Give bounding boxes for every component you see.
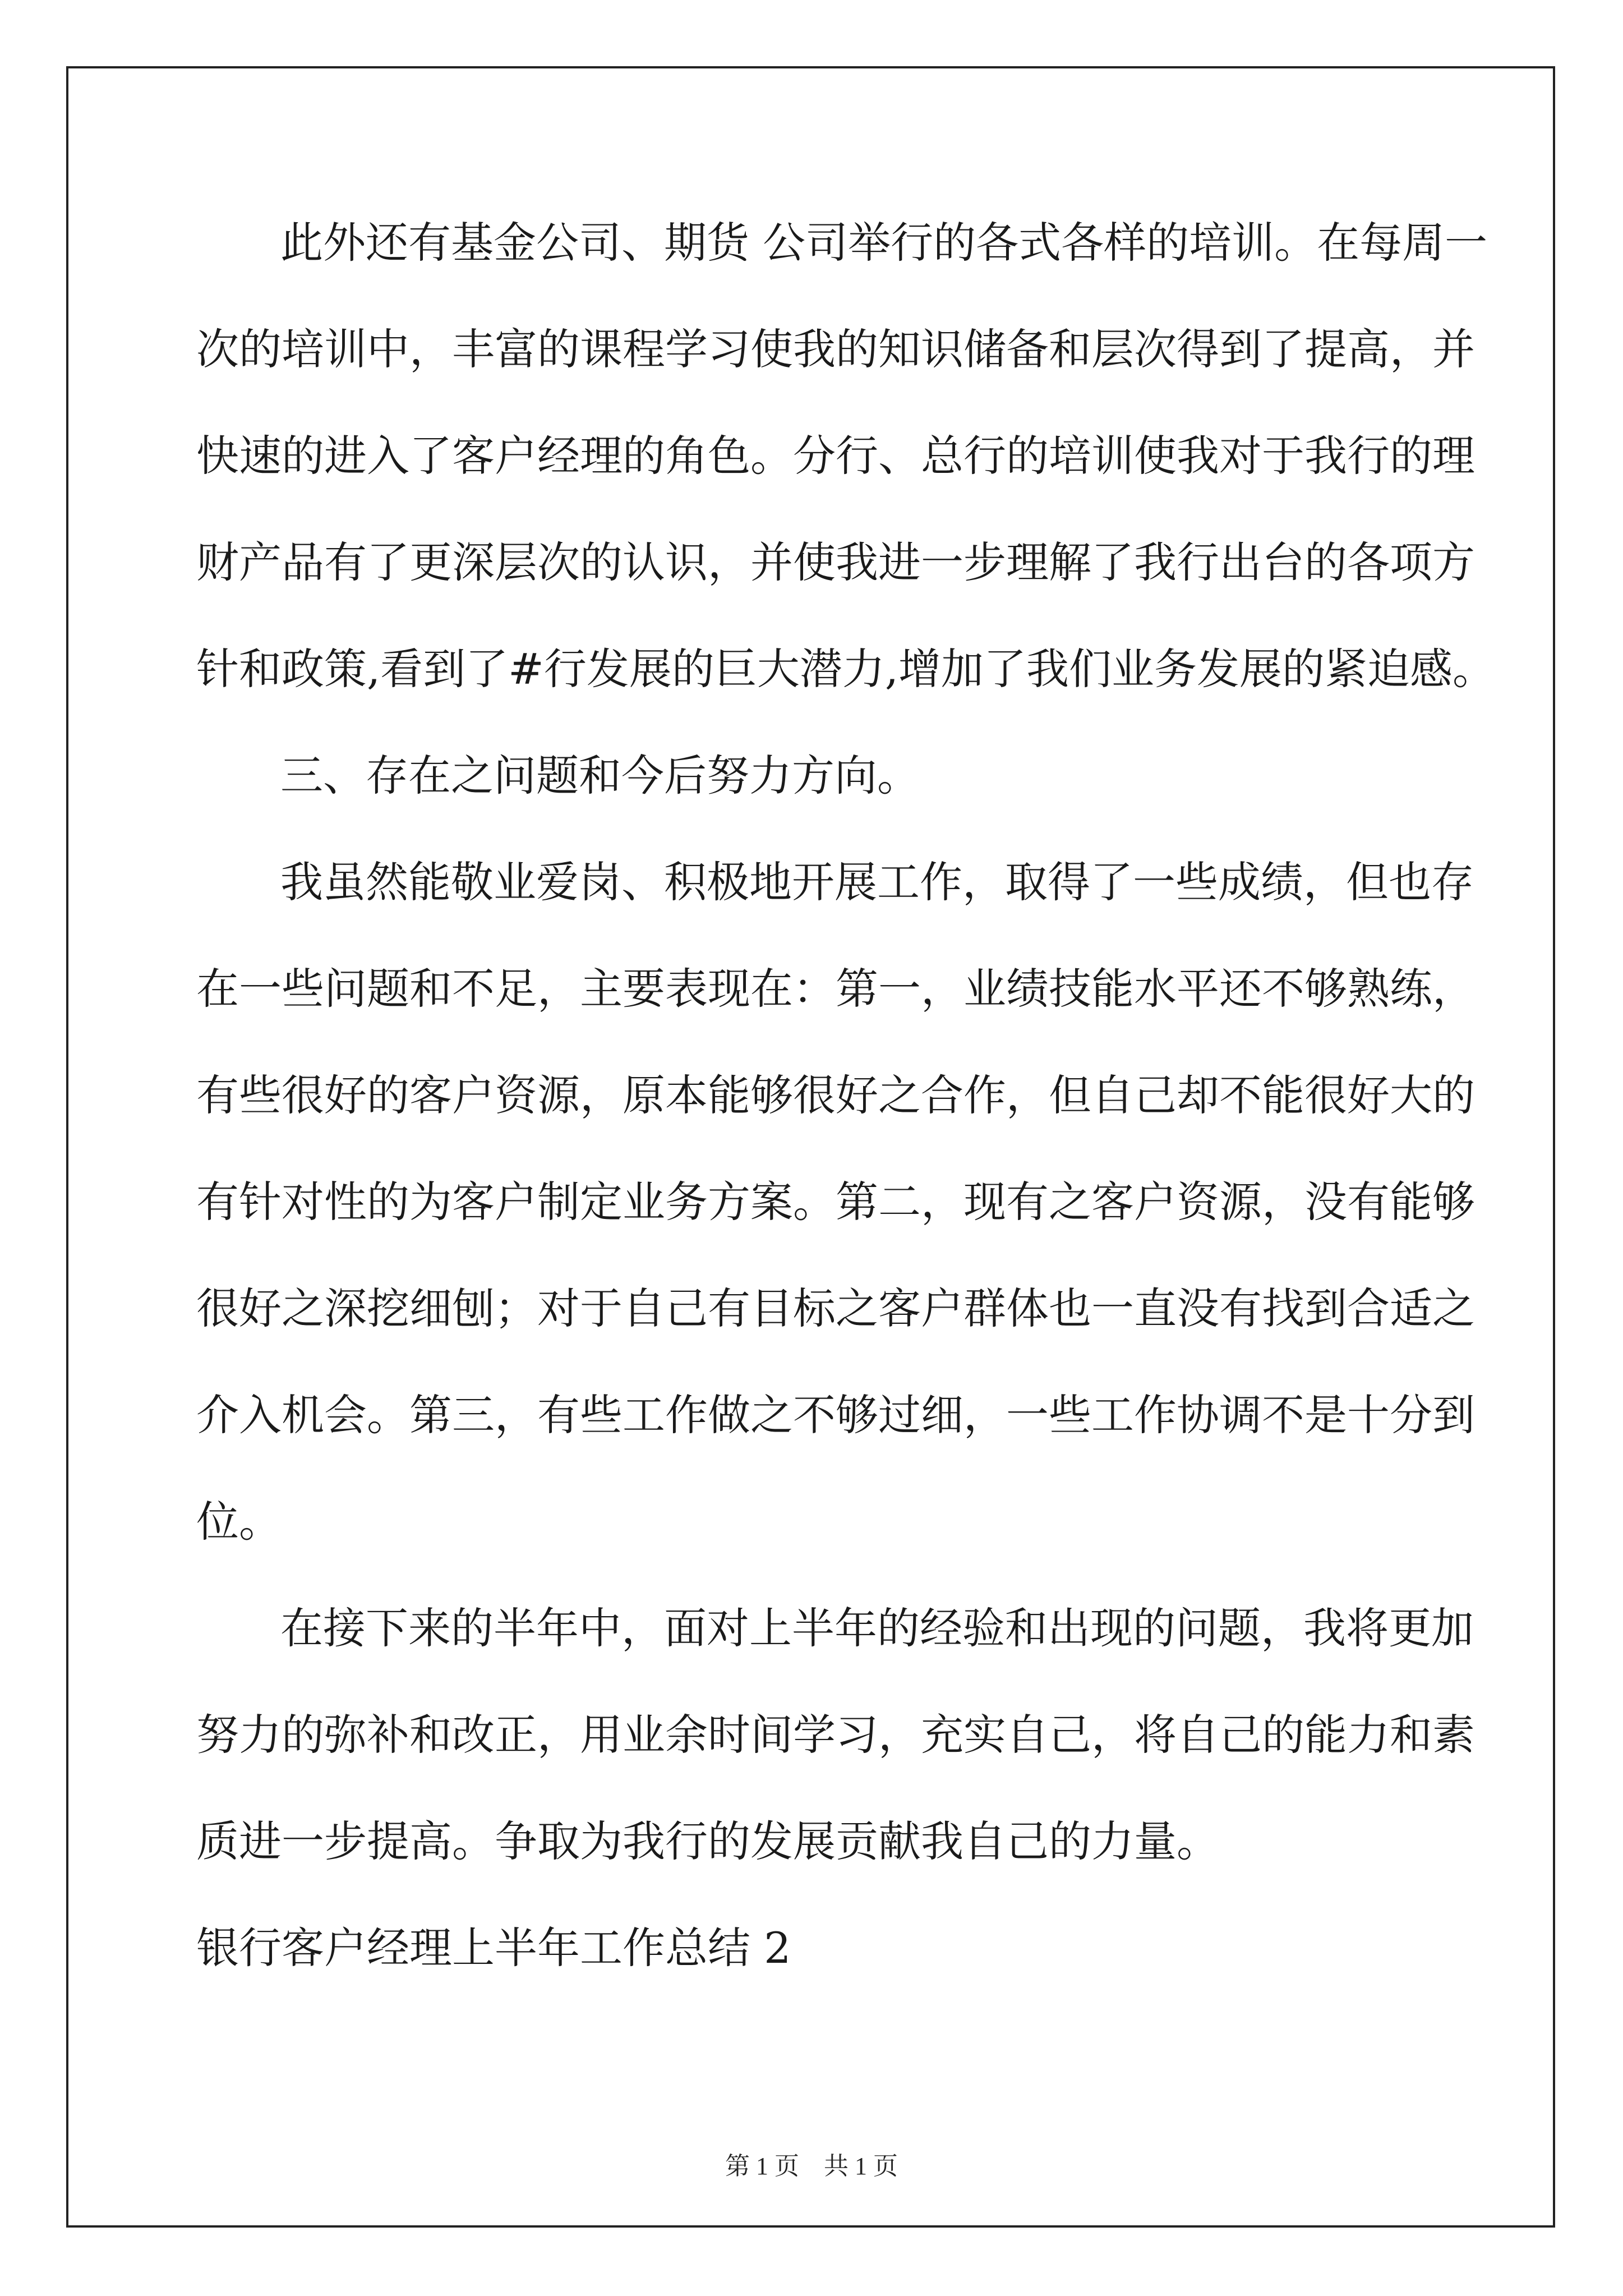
paragraph-line: 在接下来的半年中，面对上半年的经验和出现的问题，我将更加 [280, 1603, 1474, 1653]
document-subtitle: 银行客户经理上半年工作总结 2 [196, 1923, 791, 1973]
paragraph-line: 介入机会。第三，有些工作做之不够过细，一些工作协调不是十分到 [196, 1390, 1475, 1440]
paragraph-line: 次的培训中，丰富的课程学习使我的知识储备和层次得到了提高，并 [196, 324, 1475, 374]
page-border [66, 66, 1555, 2228]
section-heading: 三、存在之问题和今后努力方向。 [280, 751, 920, 800]
paragraph-line: 有些很好的客户资源，原本能够很好之合作，但自己却不能很好大的 [196, 1070, 1475, 1120]
paragraph-line: 有针对性的为客户制定业务方案。第二，现有之客户资源，没有能够 [196, 1177, 1475, 1227]
paragraph-line: 针和政策,看到了#行发展的巨大潜力,增加了我们业务发展的紧迫感。 [196, 644, 1495, 694]
paragraph-line: 快速的进入了客户经理的角色。分行、总行的培训使我对于我行的理 [196, 431, 1475, 481]
paragraph-line: 努力的弥补和改正，用业余时间学习，充实自己，将自己的能力和素 [196, 1710, 1475, 1760]
paragraph-line: 在一些问题和不足，主要表现在：第一，业绩技能水平还不够熟练， [196, 964, 1475, 1014]
paragraph-line: 此外还有基金公司、期货 公司举行的各式各样的培训。在每周一 [280, 218, 1488, 268]
paragraph-line: 很好之深挖细刨；对于自己有目标之客户群体也一直没有找到合适之 [196, 1283, 1475, 1333]
paragraph-line: 位。 [196, 1497, 282, 1547]
paragraph-line: 我虽然能敬业爱岗、积极地开展工作，取得了一些成绩，但也存 [280, 857, 1474, 907]
page-number: 第 1 页 共 1 页 [725, 2152, 898, 2180]
paragraph-line: 财产品有了更深层次的认识，并使我进一步理解了我行出台的各项方 [196, 537, 1475, 587]
paragraph-line: 质进一步提高。争取为我行的发展贡献我自己的力量。 [196, 1816, 1219, 1866]
